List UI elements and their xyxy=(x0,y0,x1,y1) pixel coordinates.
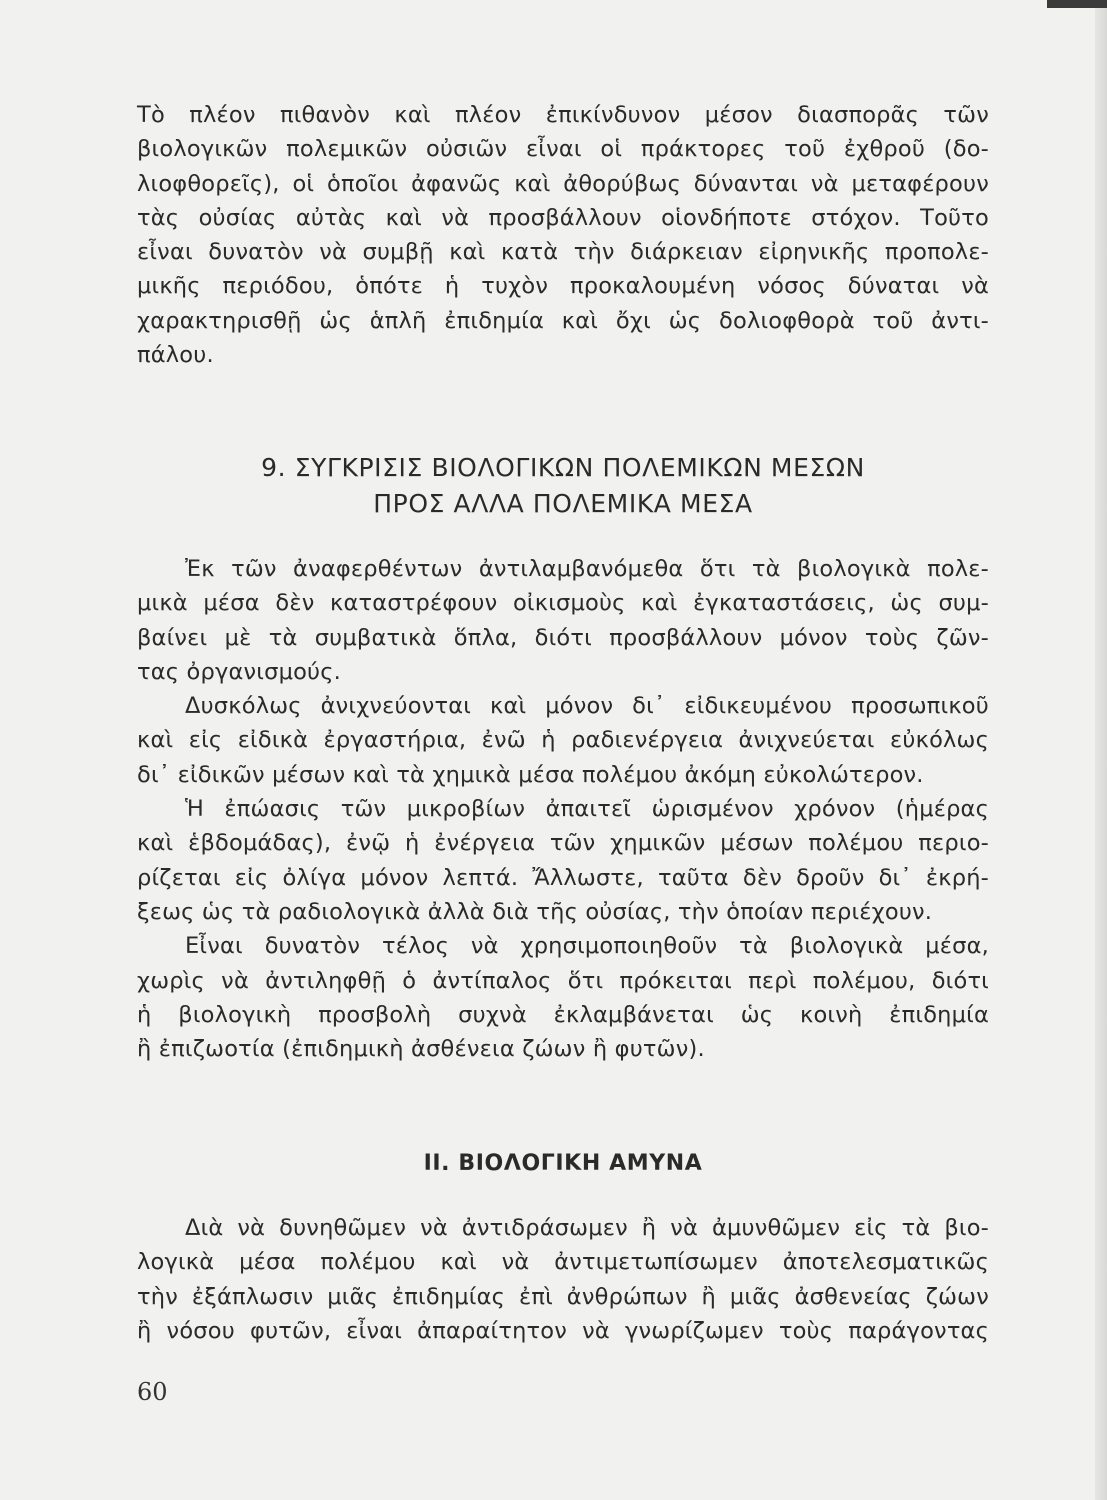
text-line: Εἶναι δυνατὸν τέλος νὰ χρησιμοποιηθοῦν τὰ βιολογικὰ μέσα, xyxy=(185,933,989,960)
corner-mark xyxy=(1047,0,1107,8)
text-line: ἢ νόσου φυτῶν, εἶναι ἀπαραίτητον νὰ γνωρίζωμεν τοὺς παράγοντας xyxy=(137,1317,989,1344)
page-number: 60 xyxy=(137,1378,168,1406)
section-heading-biological-defense: ΙΙ. ΒΙΟΛΟΓΙΚΗ ΑΜΥΝΑ xyxy=(423,1151,703,1176)
section-heading-9 xyxy=(137,450,989,522)
text-line: Τὸ πλέον πιθανὸν καὶ πλέον ἐπικίνδυνον μέσον διασπορᾶς τῶν xyxy=(137,102,989,128)
text-line: χωρὶς νὰ ἀντιληφθῇ ὁ ἀντίπαλος ὅτι πρόκειται περὶ πολέμου, διότι xyxy=(137,967,989,994)
text-line: τας ὀργανισμούς. xyxy=(137,658,342,685)
text-line: καὶ ἑβδομάδας), ἐνῷ ἡ ἐνέργεια τῶν χημικῶν μέσων πολέμου περιο- xyxy=(137,830,989,857)
text-line: ξεως ὡς τὰ ραδιολογικὰ ἀλλὰ διὰ τῆς οὐσίας, τὴν ὁποίαν περιέχουν. xyxy=(137,898,933,925)
text-line: Ἡ ἐπώασις τῶν μικροβίων ἀπαιτεῖ ὡρισμένον χρόνον (ἡμέρας xyxy=(185,796,989,823)
heading-line: 9. ΣΥΓΚΡΙΣΙΣ ΒΙΟΛΟΓΙΚΩΝ ΠΟΛΕΜΙΚΩΝ ΜΕΣΩΝ xyxy=(261,453,865,482)
text-line: βιολογικῶν πολεμικῶν οὐσιῶν εἶναι οἱ πράκτορες τοῦ ἐχθροῦ (δο- xyxy=(137,136,989,163)
text-line: μικὰ μέσα δὲν καταστρέφουν οἰκισμοὺς καὶ ἐγκαταστάσεις, ὡς συμ- xyxy=(137,590,989,617)
text-line: Δυσκόλως ἀνιχνεύονται καὶ μόνον δι᾽ εἰδικευμένου προσωπικοῦ xyxy=(185,693,989,720)
text-line: Διὰ νὰ δυνηθῶμεν νὰ ἀντιδράσωμεν ἢ νὰ ἀμυνθῶμεν εἰς τὰ βιο- xyxy=(185,1215,989,1241)
text-line: λογικὰ μέσα πολέμου καὶ νὰ ἀντιμετωπίσωμεν ἀποτελεσματικῶς xyxy=(137,1249,989,1276)
text-line: ρίζεται εἰς ὀλίγα μόνον λεπτά. Ἄλλωστε, ταῦτα δὲν δροῦν δι᾽ ἐκρή- xyxy=(137,864,989,891)
text-line: πάλου. xyxy=(137,342,214,369)
text-line: δι᾽ εἰδικῶν μέσων καὶ τὰ χημικὰ μέσα πολέμου ἀκόμη εὐκολώτερον. xyxy=(137,761,924,788)
page-edge xyxy=(1095,0,1107,1500)
text-line: βαίνει μὲ τὰ συμβατικὰ ὅπλα, διότι προσβάλλουν μόνον τοὺς ζῶν- xyxy=(137,624,989,651)
text-line: τὴν ἐξάπλωσιν μιᾶς ἐπιδημίας ἐπὶ ἀνθρώπων ἢ μιᾶς ἀσθενείας ζώων xyxy=(137,1283,989,1310)
paragraph-defense xyxy=(137,1211,989,1348)
text-line: καὶ εἰς εἰδικὰ ἐργαστήρια, ἐνῶ ἡ ραδιενέργεια ἀνιχνεύεται εὐκόλως xyxy=(137,727,989,754)
text-line: Ἐκ τῶν ἀναφερθέντων ἀντιλαμβανόμεθα ὅτι τὰ βιολογικὰ πολε- xyxy=(185,556,989,582)
text-line: εἶναι δυνατὸν νὰ συμβῇ καὶ κατὰ τὴν διάρκειαν εἰρηνικῆς προπολε- xyxy=(137,239,989,266)
text-line: λιοφθορεῖς), οἱ ὁποῖοι ἀφανῶς καὶ ἀθορύβως δύνανται νὰ μεταφέρουν xyxy=(137,170,989,197)
text-line: τὰς οὐσίας αὐτὰς καὶ νὰ προσβάλλουν οἱονδήποτε στόχον. Τοῦτο xyxy=(137,204,989,231)
paragraph-intro xyxy=(137,98,989,372)
heading-line: ΠΡΟΣ ΑΛΛΑ ΠΟΛΕΜΙΚΑ ΜΕΣΑ xyxy=(373,489,753,518)
text-line: χαρακτηρισθῇ ὡς ἁπλῆ ἐπιδημία καὶ ὄχι ὡς δολιοφθορὰ τοῦ ἀντι- xyxy=(137,307,989,334)
text-line: ἢ ἐπιζωοτία (ἐπιδημικὴ ἀσθένεια ζώων ἢ φυτῶν). xyxy=(137,1036,705,1063)
text-line: μικῆς περιόδου, ὁπότε ἡ τυχὸν προκαλουμένη νόσος δύναται νὰ xyxy=(137,273,989,300)
paragraph-comparison xyxy=(137,552,989,1066)
text-line: ἡ βιολογικὴ προσβολὴ συχνὰ ἐκλαμβάνεται ὡς κοινὴ ἐπιδημία xyxy=(137,1001,989,1028)
